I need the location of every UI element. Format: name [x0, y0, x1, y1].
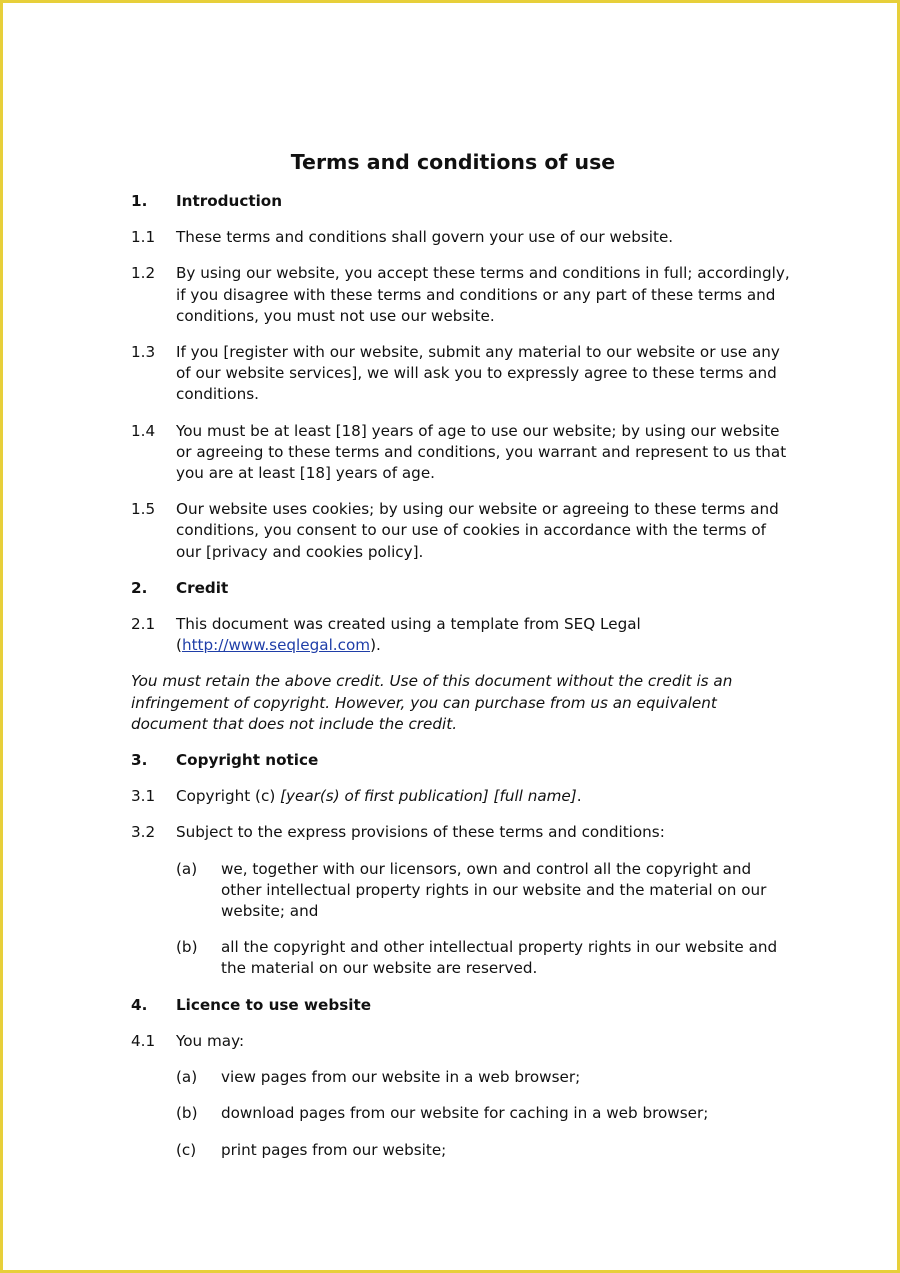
clause-3-1	[131, 786, 791, 807]
section-number: 2.	[131, 578, 148, 597]
clause-text-after: ).	[370, 636, 381, 655]
clause-text	[176, 786, 791, 807]
clause-2-1	[131, 614, 791, 656]
subclause-label: (a)	[176, 1068, 198, 1087]
subclause-4-1-a	[176, 1067, 791, 1088]
clause-1-5	[131, 499, 791, 563]
section-number: 1.	[131, 192, 148, 210]
clause-number: 1.3	[131, 343, 156, 362]
clause-text: Our website uses cookies; by using our website or agreeing to these terms and conditions, you consent to our use of cookies in accordance with the terms of our [privacy and cookies policy].	[176, 500, 779, 561]
clause-number: 4.1	[131, 1031, 156, 1050]
subclause-text: print pages from our website;	[221, 1140, 447, 1159]
clause-number: 1.1	[131, 228, 156, 247]
clause-text	[176, 614, 791, 656]
section-number: 4.	[131, 995, 148, 1014]
clause-text: If you [register with our website, submit any material to our website or use any of our website services], we will ask you to expressly agree to these terms and conditions.	[176, 343, 780, 404]
subclause-label: (c)	[176, 1140, 197, 1159]
page-title: Terms and conditions of use	[290, 150, 616, 174]
clause-number: 3.1	[131, 787, 156, 806]
section-title: Licence to use website	[176, 995, 372, 1014]
subclause-text: we, together with our licensors, own and control all the copyright and other intellectual property rights in our website and the material on our website; and	[221, 859, 767, 921]
clause-number: 1.2	[131, 264, 156, 283]
clause-text: These terms and conditions shall govern your use of our website.	[176, 228, 674, 247]
clause-text: By using our website, you accept these terms and conditions in full; accordingly, if you disagree with these terms and conditions or any part of these terms and conditions, you must not use our website.	[176, 264, 790, 325]
credit-note: You must retain the above credit. Use of this document without the credit is an infringement of copyright. However, you can purchase from us an equivalent document that does not include the credit.	[131, 672, 733, 733]
clause-number: 3.2	[131, 823, 156, 842]
document-body	[131, 149, 791, 1176]
clause-number: 1.5	[131, 500, 156, 519]
subclause-3-2-b	[176, 937, 791, 979]
clause-1-2	[131, 263, 791, 327]
section-heading-licence	[131, 995, 791, 1016]
subclause-text: all the copyright and other intellectual property rights in our website and the material on our website are reserved.	[221, 938, 778, 978]
clause-text-italic: [year(s) of first publication] [full name]	[280, 787, 577, 806]
subclause-label: (b)	[176, 938, 198, 957]
clause-1-1	[131, 227, 791, 248]
section-heading-copyright	[131, 750, 791, 771]
section-title: Credit	[176, 578, 229, 597]
clause-1-4	[131, 421, 791, 485]
subclause-4-1-b	[176, 1103, 791, 1124]
clause-3-2	[131, 822, 791, 843]
subclause-text: view pages from our website in a web browser;	[221, 1068, 581, 1087]
subclause-label: (b)	[176, 1104, 198, 1123]
subclause-text: download pages from our website for caching in a web browser;	[221, 1104, 709, 1123]
section-heading-introduction	[131, 191, 791, 212]
clause-4-1	[131, 1031, 791, 1052]
clause-number: 1.4	[131, 421, 156, 440]
section-number: 3.	[131, 751, 148, 770]
section-title: Introduction	[176, 192, 283, 210]
seqlegal-link[interactable]: http://www.seqlegal.com	[181, 636, 371, 655]
section-title: Copyright notice	[176, 751, 319, 770]
subclause-label: (a)	[176, 859, 198, 878]
section-heading-credit	[131, 578, 791, 599]
subclause-3-2-a	[176, 859, 791, 923]
clause-1-3	[131, 342, 791, 406]
clause-text: You may:	[176, 1031, 245, 1050]
clause-text: Subject to the express provisions of these terms and conditions:	[176, 823, 665, 842]
subclause-4-1-c	[176, 1140, 791, 1161]
clause-text-before: Copyright (c)	[176, 787, 281, 806]
clause-text: You must be at least [18] years of age to use our website; by using our website or agreeing to these terms and conditions, you warrant and represent to us that you are at least [18] years of age.	[176, 421, 787, 483]
clause-text-after: .	[576, 787, 582, 806]
clause-text-before: This document was created using a template from SEQ Legal (	[176, 615, 641, 655]
clause-number: 2.1	[131, 615, 156, 634]
